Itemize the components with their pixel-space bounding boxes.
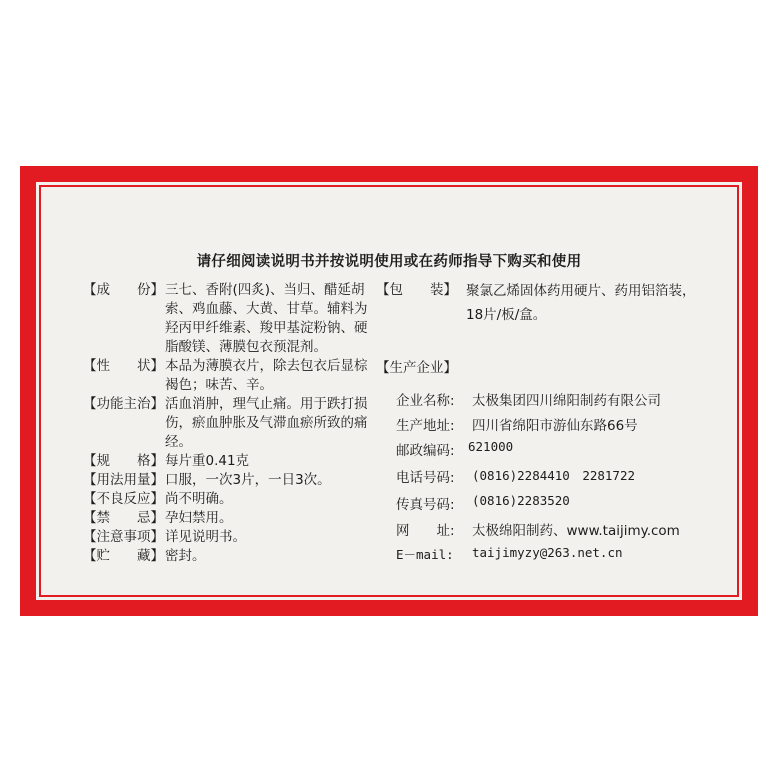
address-value: 四川省绵阳市游仙东路66号: [472, 418, 638, 434]
label-border-frame: [20, 166, 758, 616]
usage-notice-heading: 请仔细阅读说明书并按说明使用或在药师指导下购买和使用: [196, 254, 582, 270]
fax-key: 传真号码:: [396, 497, 455, 513]
specification-label: 【规 格】: [83, 453, 164, 469]
storage-label: 【贮 藏】: [83, 548, 164, 564]
email-key: E－mail:: [396, 547, 454, 562]
indications-label: 【功能主治】: [83, 396, 164, 412]
contraindications-label: 【禁 忌】: [83, 510, 164, 526]
postal-code-key: 邮政编码:: [396, 443, 455, 459]
precautions-label: 【注意事项】: [83, 529, 164, 545]
storage-text: 密封。: [165, 548, 206, 564]
email-value: taijimyzy@263.net.cn: [472, 545, 623, 560]
manufacturer-title: 【生产企业】: [376, 360, 457, 376]
adverse-reactions-label: 【不良反应】: [83, 491, 164, 507]
address-key: 生产地址:: [396, 418, 455, 434]
label-content-panel: [36, 182, 742, 600]
package-text: 聚氯乙烯固体药用硬片、药用铝箔装，18片/板/盒。: [466, 283, 696, 323]
adverse-reactions-text: 尚不明确。: [165, 491, 233, 507]
dosage-label: 【用法用量】: [83, 472, 164, 488]
indications-text: 活血消肿，理气止痛。用于跌打损伤，瘀血肿胀及气滞血瘀所致的痛经。: [165, 396, 368, 450]
website-value: 太极绵阳制药、www.taijimy.com: [472, 523, 680, 539]
description-text: 本品为薄膜衣片，除去包衣后显棕褐色；味苦、辛。: [165, 358, 368, 393]
package-label: 【包 装】: [376, 282, 457, 298]
contraindications-text: 孕妇禁用。: [165, 510, 233, 526]
dosage-text: 口服，一次3片，一日3次。: [165, 472, 331, 488]
description-label: 【性 状】: [83, 358, 164, 374]
precautions-text: 详见说明书。: [165, 529, 246, 545]
phone-key: 电话号码:: [396, 470, 455, 486]
company-name-value: 太极集团四川绵阳制药有限公司: [472, 393, 661, 409]
website-key: 网 址:: [396, 523, 455, 539]
ingredients-text: 三七、香附(四炙)、当归、醋延胡索、鸡血藤、大黄、甘草。辅料为羟丙甲纤维素、羧甲基淀粉钠、硬脂酸镁、薄膜包衣预混剂。: [165, 282, 368, 355]
company-name-key: 企业名称:: [396, 393, 455, 409]
postal-code-value: 621000: [468, 439, 514, 454]
specification-text: 每片重0.41克: [165, 453, 250, 469]
ingredients-label: 【成 份】: [83, 282, 164, 298]
phone-value: (0816)2284410 2281722: [472, 468, 636, 483]
fax-value: (0816)2283520: [472, 493, 570, 508]
